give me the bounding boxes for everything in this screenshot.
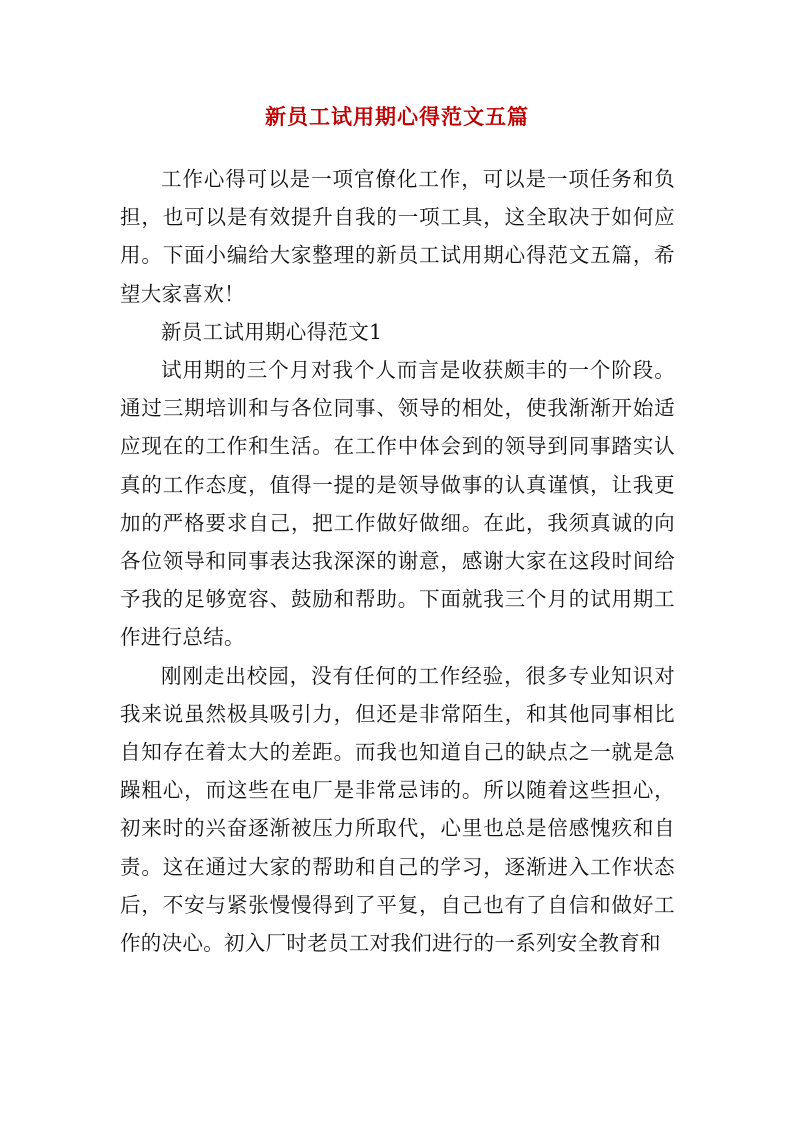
document-title: 新员工试用期心得范文五篇 — [265, 104, 529, 129]
body-paragraph: 刚刚走出校园，没有任何的工作经验，很多专业知识对我来说虽然极具吸引力，但还是非常陌生，和其他同事相比自知存在着太大的差距。而我也知道自己的缺点之一就是急躁粗心，而这些在电厂是非常忌讳的。所以随着这些担心，初来时的兴奋逐渐被压力所取代，心里也总是倍感愧疚和自责。这在通过大家的帮助和自己的学习，逐渐进入工作状态后，不安与紧张慢慢得到了平复，自己也有了自信和做好工作的决心。初入厂时老员工对我们进行的一系列安全教育和 — [120, 663, 675, 956]
document-body — [120, 160, 675, 962]
intro-paragraph: 工作心得可以是一项官僚化工作，可以是一项任务和负担，也可以是有效提升自我的一项工具，这全取决于如何应用。下面小编给大家整理的新员工试用期心得范文五篇，希望大家喜欢！ — [120, 167, 675, 306]
section-heading: 新员工试用期心得范文1 — [161, 319, 383, 344]
body-paragraph: 试用期的三个月对我个人而言是收获颇丰的一个阶段。通过三期培训和与各位同事、领导的相处，使我渐渐开始适应现在的工作和生活。在工作中体会到的领导到同事踏实认真的工作态度，值得一提的是领导做事的认真谨慎，让我更加的严格要求自己，把工作做好做细。在此，我须真诚的向各位领导和同事表达我深深的谢意，感谢大家在这段时间给予我的足够宽容、鼓励和帮助。下面就我三个月的试用期工作进行总结。 — [120, 358, 675, 650]
